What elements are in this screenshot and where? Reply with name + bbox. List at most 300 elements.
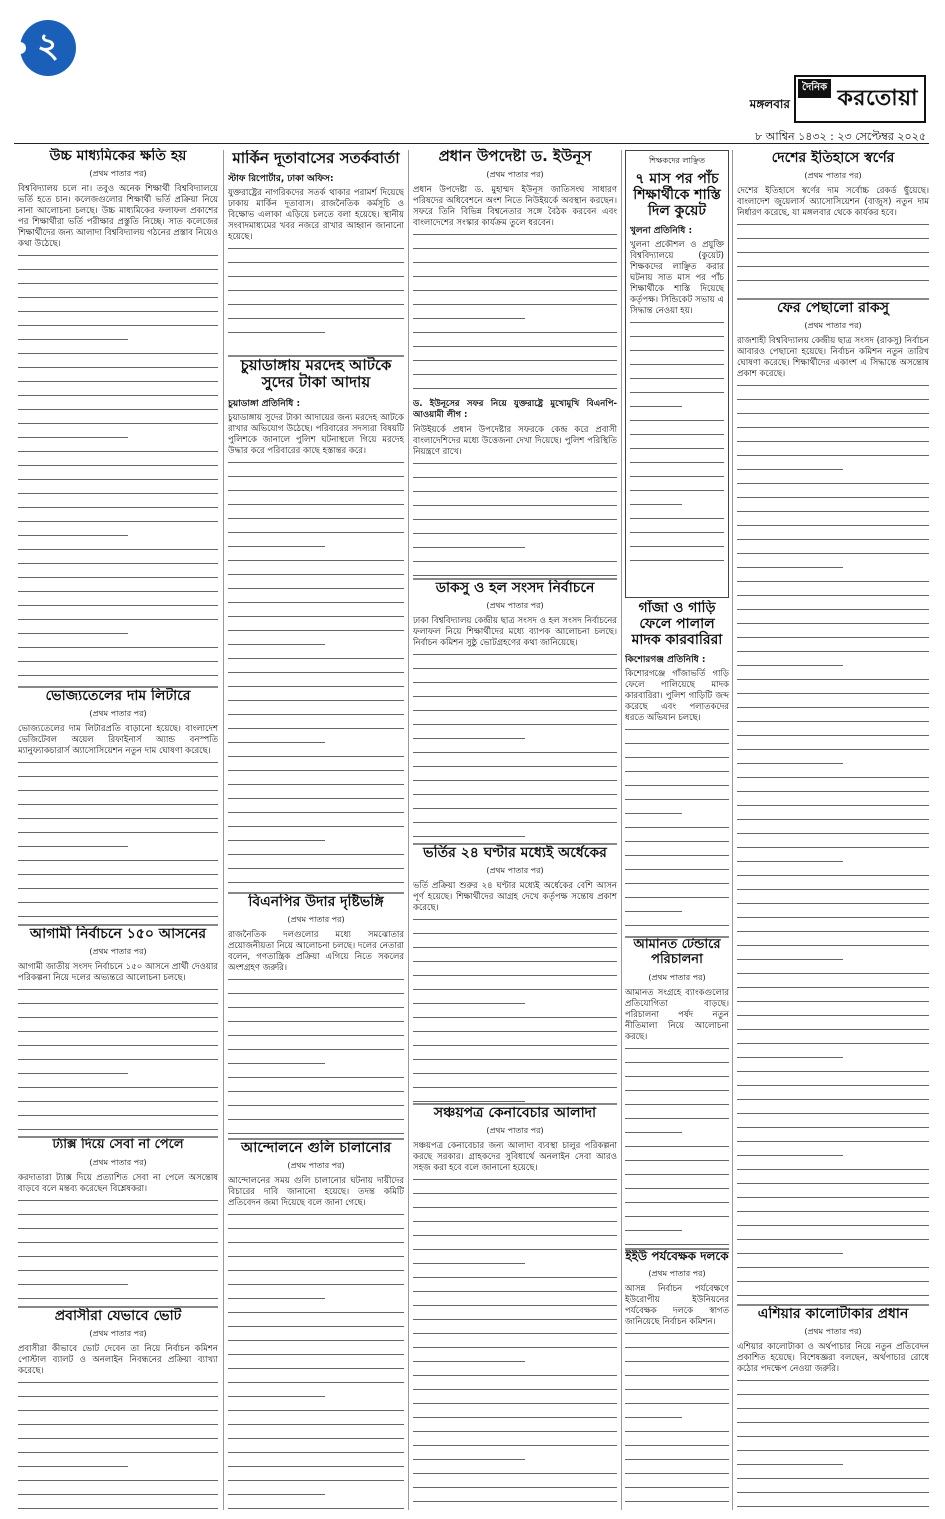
article-byline: চুয়াডাঙ্গা প্রতিনিধি : [228,398,301,409]
text-line-placeholder [630,560,724,569]
text-line-placeholder [18,255,218,264]
text-line-placeholder [413,519,617,528]
text-line-placeholder [625,855,729,864]
text-line-placeholder [18,661,218,670]
text-line-placeholder [737,1225,929,1234]
article-body: ভোজ্যতেলের দাম লিটারপ্রতি বাড়ানো হয়েছে। বাংলাদেশ ভেজিটেবল অয়েল রিফাইনার্স অ্যান্ড বনস্পতি ম্যানুফ্যাকচারার্স অ্যাসোসিয়েশন নতুন দাম ঘোষণা করেছে। [18,724,218,757]
story-divider [737,1304,929,1306]
text-line-placeholder [413,1333,617,1342]
text-line-placeholder [228,332,404,341]
text-line-placeholder [737,399,929,408]
text-line-placeholder [228,318,404,327]
article-body-continuation [228,979,404,1138]
article-body: আগামী জাতীয় সংসদ নির্বাচনে ১৫০ আসনে প্রার্থী দেওয়ার পরিকল্পনা নিয়ে দলের অভ্যন্তরে আলোচনা চলছে। [18,962,218,984]
text-line-placeholder [413,1249,617,1258]
text-line-placeholder [625,1417,729,1426]
text-line-placeholder [737,1281,929,1290]
text-line-placeholder [625,869,729,878]
text-line-placeholder [18,846,218,855]
text-line-placeholder [228,798,404,807]
article-headline: ফের পেছালো রাকসু [776,300,889,316]
day-label: মঙ্গলবার [749,97,790,111]
text-line-placeholder [228,1354,404,1363]
text-line-placeholder [630,546,724,555]
text-line-placeholder [625,1202,729,1211]
text-line-placeholder [413,1375,617,1384]
text-line-placeholder [737,1057,929,1066]
story-divider [18,924,218,926]
article-yunus [413,148,617,578]
text-line-placeholder [18,423,218,432]
text-line-placeholder [228,993,404,1002]
story-divider [18,1136,218,1138]
text-line-placeholder [18,1003,218,1012]
text-line-placeholder [737,525,929,534]
text-line-placeholder [737,427,929,436]
article-body-continuation [737,385,929,1304]
story-divider [18,686,218,688]
text-line-placeholder [413,304,617,313]
text-line-placeholder [413,780,617,789]
text-line-placeholder [228,262,404,271]
text-line-placeholder [625,1473,729,1482]
text-line-placeholder [228,546,404,555]
text-line-placeholder [413,654,617,663]
text-line-placeholder [630,518,724,527]
text-line-placeholder [737,1436,929,1445]
text-line-placeholder [737,1113,929,1122]
text-line-placeholder [228,490,404,499]
article-tax [18,1138,218,1306]
text-line-placeholder [413,1305,617,1314]
article-body-continuation [625,1333,729,1512]
text-line-placeholder [737,861,929,870]
text-line-placeholder [630,322,724,331]
text-line-placeholder [737,1422,929,1431]
text-line-placeholder [18,860,218,869]
text-line-placeholder [413,947,617,956]
text-line-placeholder [625,1174,729,1183]
text-line-placeholder [413,1347,617,1356]
article-body: প্রধান উপদেষ্টা ড. মুহাম্মদ ইউনূস জাতিসংঘ সাধারণ পরিষদের অধিবেশনে অংশ নিতে নিউইয়র্কে অবস্থান করছেন। সফরে তিনি বিভিন্ন বিশ্বনেতার সঙ্গে বৈঠক করবেন এবং বাংলাদেশের সংস্কার কার্যক্রম তুলে ধরবেন। [413,185,617,229]
text-line-placeholder [228,574,404,583]
text-line-placeholder [413,1207,617,1216]
text-line-placeholder [737,413,929,422]
article-amanat [625,938,729,1248]
text-line-placeholder [737,238,929,247]
text-line-placeholder [413,975,617,984]
text-line-placeholder [737,875,929,884]
article-kicker: শিক্ষকদের লাঞ্ছিত [649,156,705,165]
text-line-placeholder [630,504,724,513]
text-line-placeholder [737,1099,929,1108]
text-line-placeholder [737,539,929,548]
article-body: চুয়াডাঙ্গায় সুদের টাকা আদায়ের জন্য মরদেহ আটকে রাখার অভিযোগ উঠেছে। পরিবারের সদস্যরা বিষয়টি পুলিশকে জানালে পুলিশ ঘটনাস্থলে গিয়ে মরদেহ উদ্ধার করে পরিবারের কাছে হস্তান্তর করে। [228,412,404,456]
text-line-placeholder [737,763,929,772]
text-line-placeholder [18,1424,218,1433]
text-line-placeholder [625,1104,729,1113]
text-line-placeholder [413,1277,617,1286]
text-line-placeholder [228,1438,404,1447]
text-line-placeholder [18,339,218,348]
article-kicker: (প্রথম পাতার পর) [486,170,544,180]
text-line-placeholder [18,916,218,924]
text-line-placeholder [413,696,617,705]
text-line-placeholder [413,1221,617,1230]
text-line-placeholder [737,945,929,954]
article-headline: এশিয়ার কালোটাকার প্রধান [757,1306,909,1322]
text-line-placeholder [413,561,617,570]
text-line-placeholder [228,840,404,849]
text-line-placeholder [737,1155,929,1164]
text-line-placeholder [625,743,729,752]
text-line-placeholder [737,1071,929,1080]
text-line-placeholder [737,1211,929,1220]
date-line: ৮ আশ্বিন ১৪৩২ : ২৩ সেপ্টেম্বর ২০২৫ [755,130,926,143]
text-line-placeholder [18,479,218,488]
text-line-placeholder [228,1228,404,1237]
article-headline: আন্দোলনে গুলি চালানোর [240,1140,392,1156]
article-body: ভর্তি প্রক্রিয়া শুরুর ২৪ ঘণ্টার মধ্যেই অর্ধেকের বেশি আসন পূর্ণ হয়েছে। শিক্ষার্থীদের আগ্রহ দেখে কর্তৃপক্ষ সন্তোষ প্রকাশ করেছে। [413,881,617,914]
text-line-placeholder [625,1076,729,1085]
text-line-placeholder [630,434,724,443]
text-line-placeholder [737,721,929,730]
text-line-placeholder [18,409,218,418]
text-line-placeholder [737,1450,929,1459]
text-line-placeholder [18,1508,218,1512]
text-line-placeholder [228,770,404,779]
text-line-placeholder [228,1049,404,1058]
text-line-placeholder [737,777,929,786]
text-line-placeholder [18,619,218,628]
text-line-placeholder [228,979,404,988]
text-line-placeholder [228,672,404,681]
article-body-continuation [228,462,404,894]
article-kicker: (প্রথম পাতার পর) [89,169,147,179]
article-headline: দেশের ইতিহাসে স্বর্ণের [771,150,895,166]
text-line-placeholder [18,989,218,998]
article-body: দেশের ইতিহাসে স্বর্ণের দাম সর্বোচ্চ রেকর্ড ছুঁয়েছে। বাংলাদেশ জুয়েলার্স অ্যাসোসিয়েশন (বাজুস) নতুন দাম নির্ধারণ করেছে, যা মঙ্গলবার থেকে কার্যকর হবে। [737,186,929,219]
text-line-placeholder [18,818,218,827]
text-line-placeholder [228,616,404,625]
text-line-placeholder [737,483,929,492]
article-kicker: (প্রথম পাতার পর) [89,1329,147,1339]
text-line-placeholder [737,1506,929,1512]
text-line-placeholder [625,911,729,920]
article-body: কিশোরগঞ্জে গাঁজাভর্তি গাড়ি ফেলে পালিয়েছে মাদক কারবারিরা। পুলিশ গাড়িটি জব্দ করেছে এবং পলাতকদের ধরতে অভিযান চলছে। [625,669,729,724]
article-asia [737,1306,929,1512]
text-line-placeholder [228,1091,404,1100]
article-kicker: (প্রথম পাতার পর) [804,1327,862,1337]
text-line-placeholder [228,1466,404,1475]
article-body: যুক্তরাষ্ট্রের নাগরিকদের সতর্ক থাকার পরামর্শ দিয়েছে ঢাকায় মার্কিন দূতাবাস। রাজনৈতিক কর্মসূচি ও বিক্ষোভ এলাকা এড়িয়ে চলতে বলা হয়েছে। স্থানীয় সংবাদমাধ্যমের খবর নজরে রাখার আহ্বান জানানো হয়েছে। [228,188,404,243]
article-body: সঞ্চয়পত্র কেনাবেচার জন্য আলাদা ব্যবস্থা চালুর পরিকল্পনা করছে সরকার। গ্রাহকদের সুবিধার্থে অনলাইন সেবা আরও সহজ করা হবে বলে জানানো হয়েছে। [413,1141,617,1174]
text-line-placeholder [18,1382,218,1391]
text-line-placeholder [413,1087,617,1096]
header-rule [14,143,929,144]
text-line-placeholder [413,332,617,341]
text-line-placeholder [18,311,218,320]
text-line-placeholder [228,784,404,793]
article-body-continuation [413,463,617,578]
masthead-small-label: দৈনিক [798,79,831,98]
article-body-continuation [630,322,724,569]
text-line-placeholder [413,724,617,733]
article-body-continuation [18,1382,218,1512]
text-line-placeholder [737,1478,929,1487]
text-line-placeholder [18,902,218,911]
text-line-placeholder [737,735,929,744]
text-line-placeholder [228,1119,404,1128]
text-line-placeholder [413,505,617,514]
text-line-placeholder [737,455,929,464]
text-line-placeholder [413,1017,617,1026]
text-line-placeholder [630,364,724,373]
text-line-placeholder [737,252,929,261]
text-line-placeholder [18,1410,218,1419]
text-line-placeholder [18,269,218,278]
text-line-placeholder [737,497,929,506]
text-line-placeholder [413,1417,617,1426]
article-kicker: (প্রথম পাতার পর) [648,972,706,982]
text-line-placeholder [413,1179,617,1188]
article-oil [18,688,218,924]
text-line-placeholder [18,1045,218,1054]
text-line-placeholder [737,1380,929,1389]
text-line-placeholder [228,868,404,877]
text-line-placeholder [630,392,724,401]
text-line-placeholder [18,675,218,684]
text-line-placeholder [18,1396,218,1405]
article-headline: ভর্তির ২৪ ঘণ্টার মধ্যেই অর্ধেকের [423,845,607,861]
text-line-placeholder [228,658,404,667]
article-kicker: (প্রথম পাতার পর) [89,1157,147,1167]
text-line-placeholder [413,1445,617,1454]
article-headline: ডাকসু ও হল সংসদ নির্বাচনে [435,580,595,596]
article-ganja [625,600,729,934]
text-line-placeholder [18,1115,218,1124]
masthead-logo [794,75,926,123]
text-line-placeholder [625,729,729,738]
text-line-placeholder [18,563,218,572]
text-line-placeholder [737,1239,929,1248]
text-line-placeholder [18,1452,218,1461]
text-line-placeholder [18,888,218,897]
text-line-placeholder [228,700,404,709]
article-kicker: (প্রথম পাতার পর) [486,1126,544,1136]
text-line-placeholder [737,266,929,275]
text-line-placeholder [630,476,724,485]
article-body-2: নিউইয়র্কে প্রধান উপদেষ্টার সফরকে কেন্দ্র করে প্রবাসী বাংলাদেশিদের মধ্যে উত্তেজনা দেখা দিয়েছে। পুলিশ পরিস্থিতি নিয়ন্ত্রণে রাখে। [413,425,617,458]
article-kicker: (প্রথম পাতার পর) [89,947,147,957]
text-line-placeholder [737,1043,929,1052]
text-line-placeholder [625,785,729,794]
article-body: রাজশাহী বিশ্ববিদ্যালয় কেন্দ্রীয় ছাত্র সংসদ (রাকসু) নির্বাচন আবারও পেছানো হয়েছে। নির্বাচন কমিশন নতুন তারিখ ঘোষণা করেছে। শিক্ষার্থীদের একাংশ এ সিদ্ধান্তে অসন্তোষ প্রকাশ করেছে। [737,336,929,380]
text-line-placeholder [737,1127,929,1136]
column-separator [621,150,622,1510]
article-kicker: (প্রথম পাতার পর) [287,1161,345,1171]
article-byline: স্টাফ রিপোর্টার, ঢাকা অফিস: [228,174,334,185]
text-line-placeholder [18,367,218,376]
text-line-placeholder [413,1003,617,1012]
text-line-placeholder [18,1101,218,1110]
article-body-continuation [413,1179,617,1512]
article-headline: চুয়াডাঙ্গায় মরদেহ আটকে সুদের টাকা আদায় [240,357,392,392]
text-line-placeholder [625,1375,729,1384]
text-line-placeholder [228,812,404,821]
text-line-placeholder [18,493,218,502]
text-line-placeholder [228,644,404,653]
text-line-placeholder [18,1494,218,1503]
article-headline: আমানত টেন্ডারে পরিচালনা [633,938,721,967]
text-line-placeholder [630,462,724,471]
article-body: এশিয়ার কালোটাকা ও অর্থপাচার নিয়ে নতুন প্রতিবেদন প্রকাশিত হয়েছে। বিশেষজ্ঞরা বলছেন, অর্থপাচার রোধে কঠোর পদক্ষেপ নেওয়া জরুরি। [737,1342,929,1375]
text-line-placeholder [737,959,929,968]
text-line-placeholder [413,1291,617,1300]
text-line-placeholder [737,833,929,842]
article-body: আমানত সংগ্রহে ব্যাংকগুলোর প্রতিযোগিতা বাড়ছে। পরিচালনা পর্ষদ নতুন নীতিমালা নিয়ে আলোচনা করছে। [625,987,729,1042]
article-admission [413,845,617,1103]
text-line-placeholder [18,1059,218,1068]
text-line-placeholder [737,805,929,814]
text-line-placeholder [630,406,724,415]
article-headline: ভোজ্যতেলের দাম লিটারে [45,688,191,704]
text-line-placeholder [228,560,404,569]
text-line-placeholder [413,1361,617,1370]
text-line-placeholder [625,1389,729,1398]
text-line-placeholder [228,1077,404,1086]
text-line-placeholder [737,553,929,562]
text-line-placeholder [228,248,404,257]
text-line-placeholder [625,1062,729,1071]
text-line-placeholder [737,1394,929,1403]
text-line-placeholder [18,1466,218,1475]
text-line-placeholder [737,581,929,590]
text-line-placeholder [737,1295,929,1304]
text-line-placeholder [630,448,724,457]
text-line-placeholder [18,577,218,586]
story-divider [228,355,404,357]
text-line-placeholder [625,897,729,906]
text-line-placeholder [413,808,617,817]
article-kuet [625,150,729,598]
story-divider [413,843,617,845]
text-line-placeholder [413,794,617,803]
text-line-placeholder [413,547,617,556]
text-line-placeholder [737,665,929,674]
text-line-placeholder [625,1501,729,1510]
text-line-placeholder [625,1090,729,1099]
text-line-placeholder [228,630,404,639]
text-line-placeholder [18,353,218,362]
story-divider [228,1138,404,1140]
text-line-placeholder [625,799,729,808]
text-line-placeholder [625,1431,729,1440]
text-line-placeholder [228,1105,404,1114]
article-body: আসন্ন নির্বাচন পর্যবেক্ষণে ইউরোপীয় ইউনিয়নের পর্যবেক্ষক দলকে স্বাগত জানিয়েছে নির্বাচন কমিশন। [625,1283,729,1327]
text-line-placeholder [228,304,404,313]
text-line-placeholder [413,234,617,243]
text-line-placeholder [18,1087,218,1096]
text-line-placeholder [737,441,929,450]
text-line-placeholder [630,350,724,359]
article-headline: মার্কিন দূতাবাসের সতর্কবার্তা [232,150,400,167]
text-line-placeholder [413,318,617,327]
column-separator [408,150,409,1510]
article-probashi [18,1308,218,1512]
text-line-placeholder [737,469,929,478]
text-line-placeholder [228,504,404,513]
text-line-placeholder [737,1464,929,1473]
text-line-placeholder [413,1193,617,1202]
text-line-placeholder [737,651,929,660]
story-divider [413,578,617,580]
article-headline: গাঁজা ও গাড়ি ফেলে পালাল মাদক কারবারিরা [631,600,723,649]
text-line-placeholder [413,1031,617,1040]
text-line-placeholder [228,826,404,835]
article-ducsu [413,580,617,842]
story-divider [625,1248,729,1250]
article-body: করদাতারা ট্যাক্স দিয়ে প্রত্যাশিত সেবা না পেলে অসন্তোষ বাড়বে বলে মন্তব্য করেছেন বিশ্লেষকরা। [18,1172,218,1194]
text-line-placeholder [228,1508,404,1512]
text-line-placeholder [18,325,218,334]
text-line-placeholder [737,1253,929,1262]
article-body-continuation [413,919,617,1103]
text-line-placeholder [18,647,218,656]
text-line-placeholder [18,1129,218,1136]
text-line-placeholder [18,1256,218,1265]
text-line-placeholder [413,1501,617,1510]
text-line-placeholder [413,919,617,928]
text-line-placeholder [625,1347,729,1356]
article-headline: ট্যাক্স দিয়ে সেবা না পেলে [52,1138,184,1152]
text-line-placeholder [228,290,404,299]
text-line-placeholder [18,549,218,558]
text-line-placeholder [18,451,218,460]
text-line-placeholder [413,463,617,472]
text-line-placeholder [737,791,929,800]
text-line-placeholder [625,1132,729,1141]
article-headline: সঞ্চয়পত্র কেনাবেচার আলাদা [433,1105,597,1121]
text-line-placeholder [413,961,617,970]
text-line-placeholder [18,521,218,530]
text-line-placeholder [737,595,929,604]
story-divider [18,1306,218,1308]
text-line-placeholder [737,889,929,898]
text-line-placeholder [18,1228,218,1237]
text-line-placeholder [737,511,929,520]
text-line-placeholder [18,832,218,841]
text-line-placeholder [228,882,404,891]
text-line-placeholder [737,1141,929,1150]
article-subhead: ড. ইউনূসের সফর নিয়ে যুক্তরাষ্ট্রে মুখোমুখি বিএনপি-আওয়ামী লীগ : [413,399,617,421]
text-line-placeholder [625,757,729,766]
text-line-placeholder [228,462,404,471]
text-line-placeholder [625,1146,729,1155]
text-line-placeholder [737,931,929,940]
text-line-placeholder [228,1242,404,1251]
text-line-placeholder [630,490,724,499]
article-body-continuation [413,654,617,842]
text-line-placeholder [737,1001,929,1010]
text-line-placeholder [413,1235,617,1244]
article-byline: কিশোরগঞ্জ প্রতিনিধি : [625,655,706,666]
text-line-placeholder [737,917,929,926]
text-line-placeholder [413,248,617,257]
text-line-placeholder [228,276,404,285]
text-line-placeholder [737,707,929,716]
text-line-placeholder [228,756,404,765]
